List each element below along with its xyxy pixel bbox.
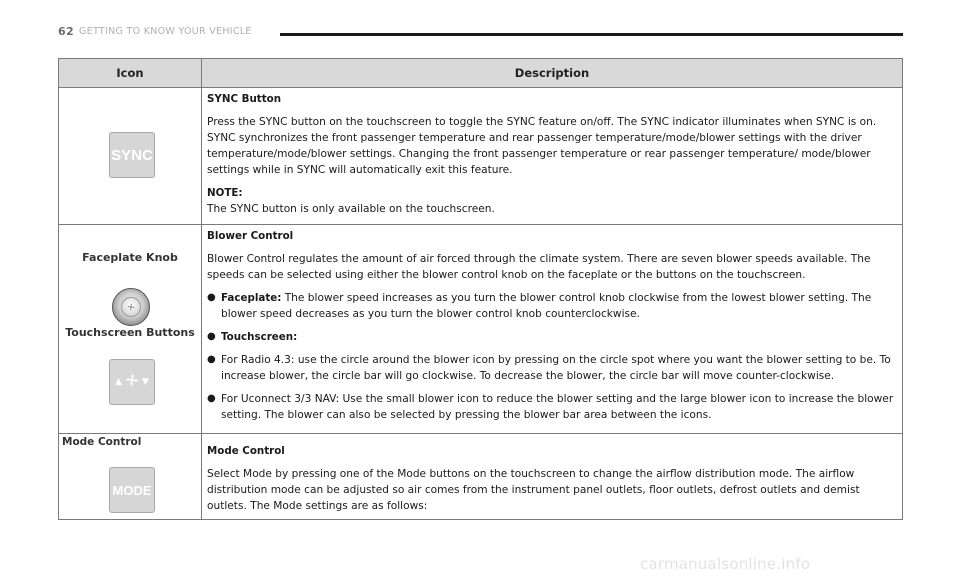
touchscreen-buttons-label: Touchscreen Buttons <box>65 326 195 339</box>
header-rule <box>280 33 903 36</box>
table-row-blower <box>59 225 903 434</box>
icon-cell-sync <box>59 88 202 225</box>
mode-button-icon: MODE <box>109 467 155 513</box>
watermark: carmanualsonline.info <box>640 555 811 573</box>
mode-body: Select Mode by pressing one of the Mode buttons on the touchscreen to change the airflow distribution mode. The airflow distribution mode can be adjusted so air comes from the instrument panel outlets, floor outlets, defrost outlets and demist outlets. The Mode settings are as follows: <box>207 468 860 512</box>
climate-controls-table <box>58 58 903 520</box>
sync-body: Press the SYNC button on the touchscreen to toggle the SYNC feature on/off. The SYNC indicator illuminates when SYNC is on. SYNC synchronizes the front passenger temperature and rear passenger temperature/mode/blower settings with the driver temperature/mode/blower settings. Changing the front passenger temperature or rear passenger temperature/ mode/blower settings while in SYNC will automatically exit this feature. <box>207 116 877 176</box>
bullet-touchscreen: ● Touchscreen: <box>207 331 298 343</box>
blower-buttons-icon <box>109 359 155 405</box>
desc-cell-sync <box>202 88 903 225</box>
table-row-mode <box>59 434 903 520</box>
sync-button-icon: SYNC <box>109 132 155 178</box>
bullet-radio-43: ● For Radio 4.3: use the circle around the blower icon by pressing on the circle spot where you want the blower setting to be. To increase blower, the circle bar will go clockwise. To decrease the blower, the circle bar will move counter-clockwise. <box>207 354 891 382</box>
fan-icon <box>121 297 141 317</box>
bullet-uconnect: ● For Uconnect 3/3 NAV: Use the small blower icon to reduce the blower setting and the large blower icon to increase the blower setting. The blower can also be selected by pressing the blower bar area between the icons. <box>207 393 894 421</box>
desc-cell-mode <box>202 434 903 520</box>
mode-title: Mode Control <box>207 445 285 457</box>
header-description: Description <box>202 59 903 88</box>
desc-cell-blower <box>202 225 903 434</box>
mode-control-label: Mode Control <box>62 436 142 448</box>
page-number: 62 <box>58 25 74 38</box>
faceplate-knob-label: Faceplate Knob <box>82 251 178 264</box>
table-header-row <box>59 59 903 88</box>
icon-cell-blower <box>59 225 202 434</box>
triangle-down-icon: ▲ <box>115 376 122 387</box>
blower-body: Blower Control regulates the amount of air forced through the climate system. There are seven blower speeds available. The speeds can be selected using either the blower control knob on the faceplate or the buttons on the touchscreen. <box>207 253 871 281</box>
blower-knob-icon <box>112 288 150 326</box>
bullet-icon: ● <box>207 331 216 342</box>
blower-bullet-list <box>207 290 897 423</box>
triangle-up-icon: ▼ <box>142 376 149 387</box>
bullet-icon: ● <box>207 354 216 365</box>
header-icon: Icon <box>59 59 202 88</box>
sync-note-label: NOTE: <box>207 187 243 199</box>
sync-title: SYNC Button <box>207 93 282 105</box>
bullet-icon: ● <box>207 292 216 303</box>
bullet-faceplate: ● Faceplate: The blower speed increases as you turn the blower control knob clockwise from the lowest blower setting. The blower speed decreases as you turn the blower control knob counterclockwise. <box>207 292 872 320</box>
page-header <box>58 24 903 44</box>
blower-title: Blower Control <box>207 230 294 242</box>
icon-cell-mode <box>59 434 202 520</box>
sync-note-text: The SYNC button is only available on the touchscreen. <box>207 203 495 215</box>
bullet-icon: ● <box>207 393 216 404</box>
section-title: GETTING TO KNOW YOUR VEHICLE <box>79 26 252 37</box>
sync-note <box>207 185 897 217</box>
fan-icon <box>124 372 140 392</box>
table-row-sync <box>59 88 903 225</box>
